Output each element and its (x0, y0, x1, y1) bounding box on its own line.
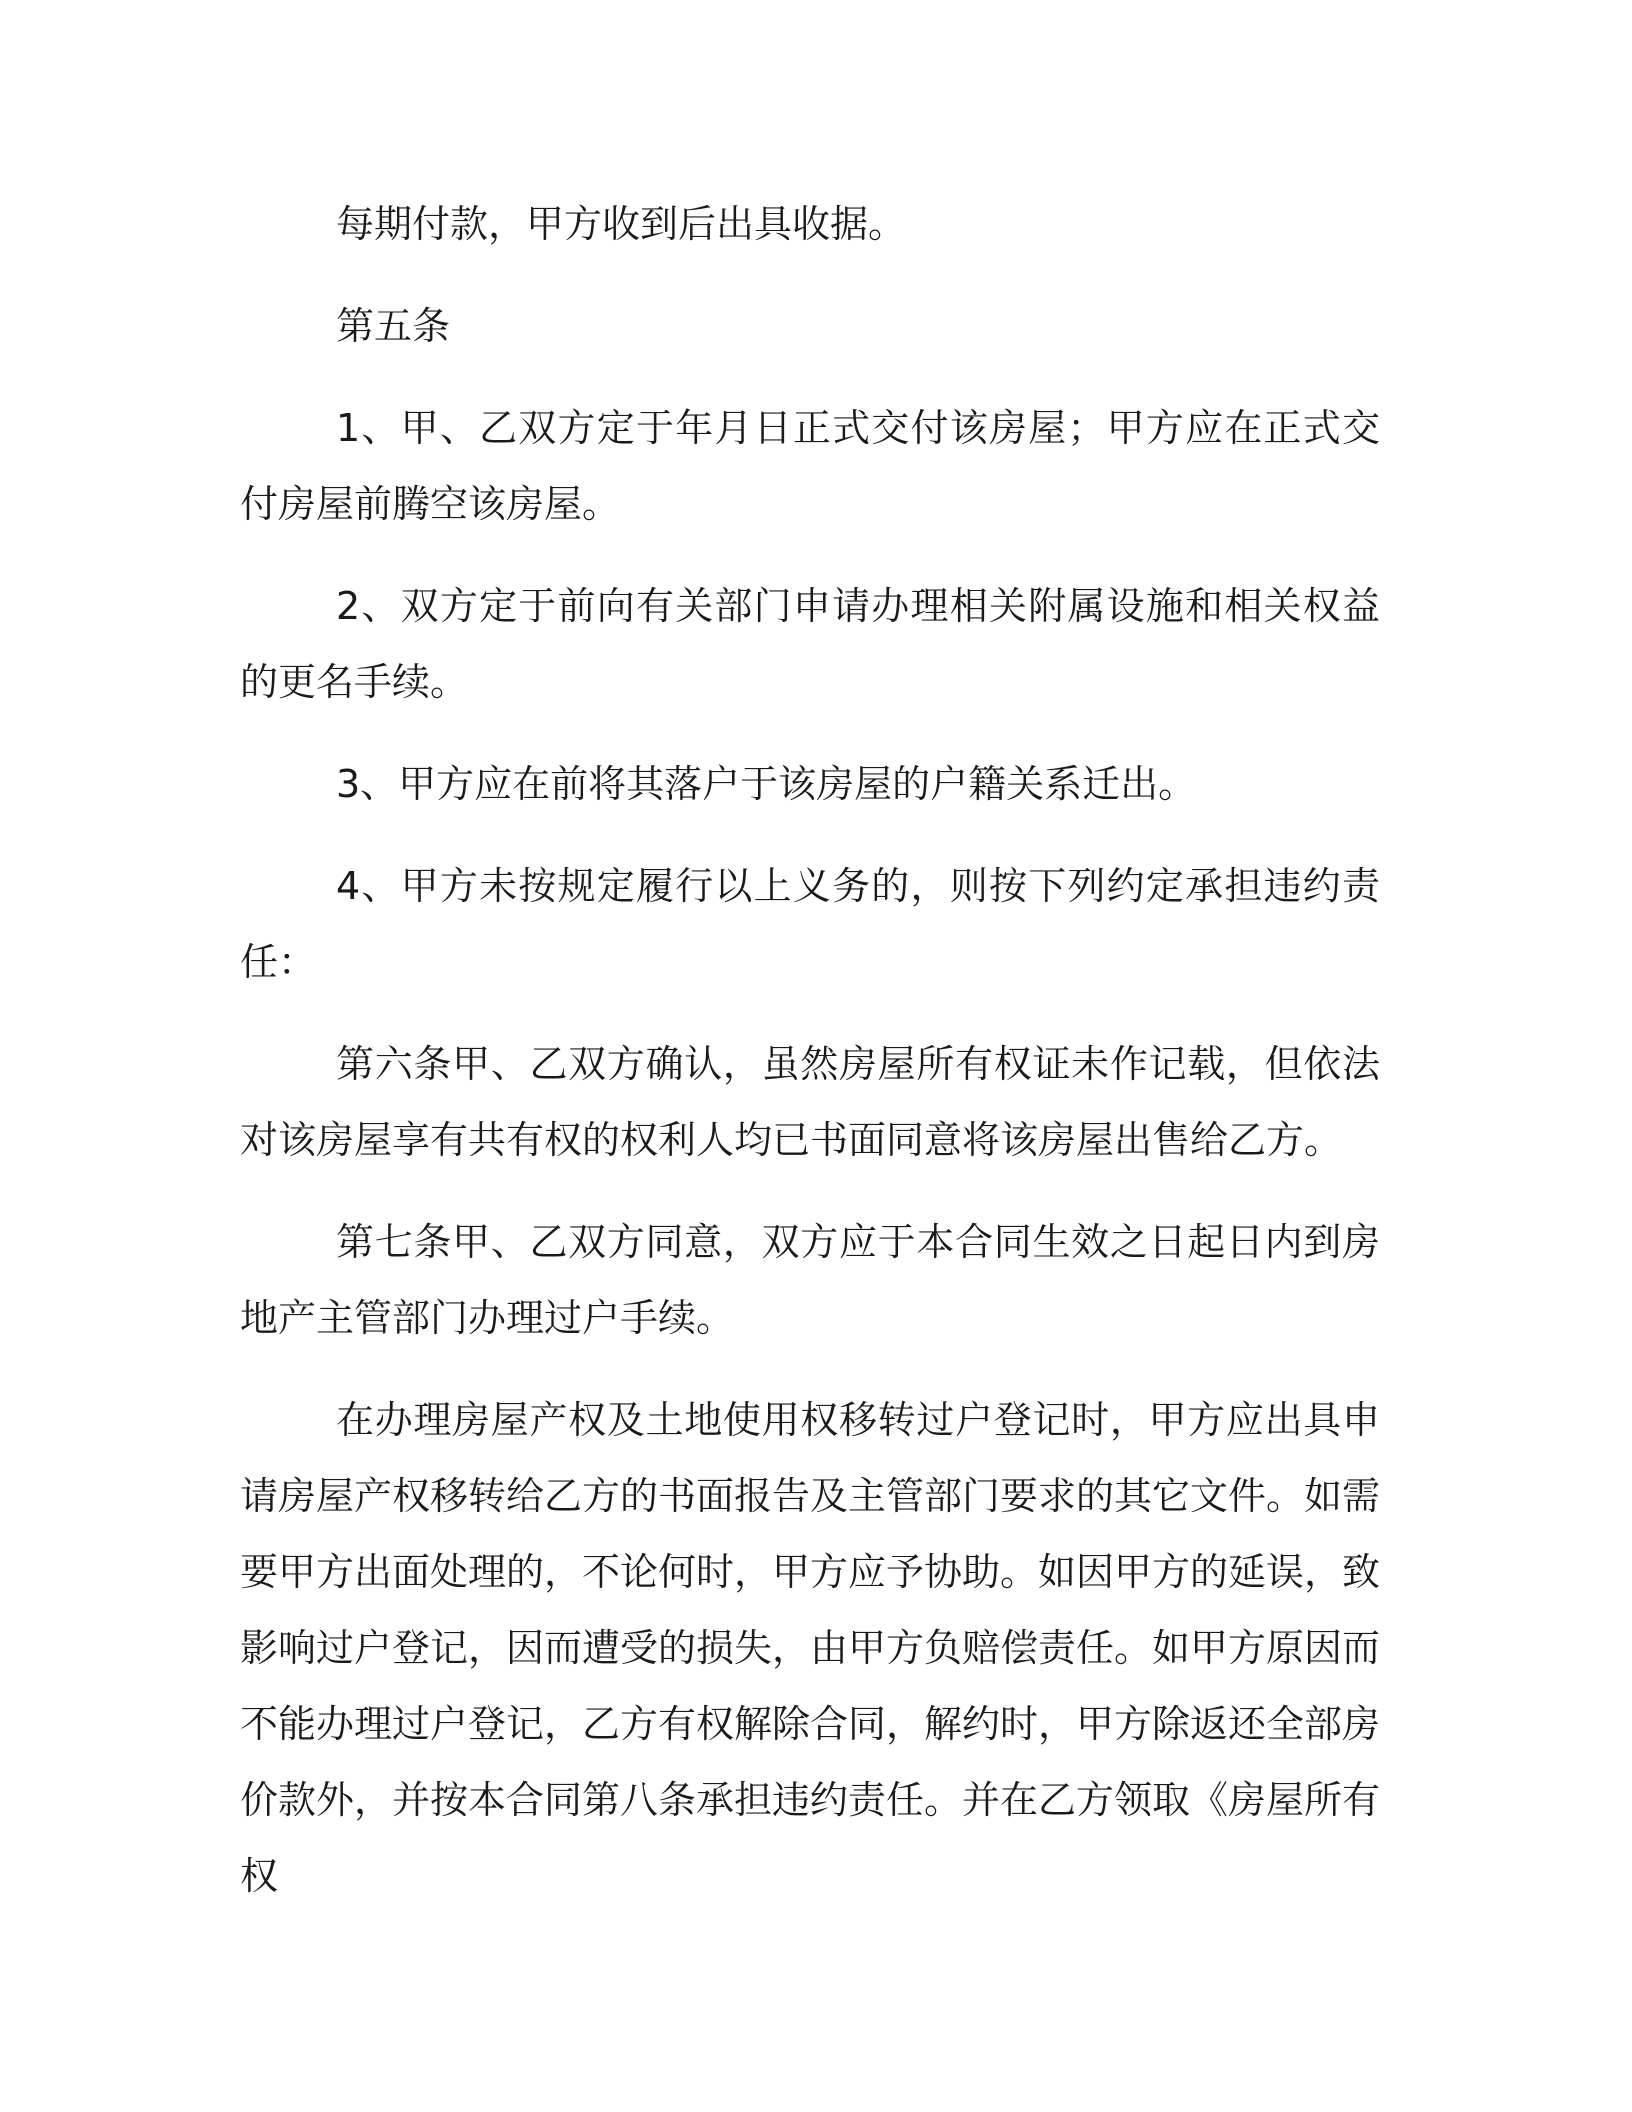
article-5-heading: 第五条 (336, 304, 451, 348)
article-5-clause-4: 4、甲方未按规定履行以上义务的，则按下列约定承担违约责任： (240, 864, 1380, 984)
article-5-clause-3: 3、甲方应在前将其落户于该房屋的户籍关系迁出。 (336, 762, 1197, 806)
paragraph-payment-receipt: 每期付款，甲方收到后出具收据。 (336, 202, 907, 246)
transfer-registration-paragraph: 在办理房屋产权及土地使用权移转过户登记时，甲方应出具申请房屋产权移转给乙方的书面报告及主管部门要求的其它文件。如需要甲方出面处理的，不论何时，甲方应予协助。如因甲方的延误，致影响过户登记，因而遭受的损失，由甲方负赔偿责任。如甲方原因而不能办理过户登记，乙方有权解除合同，解约时，甲方除返还全部房价款外，并按本合同第八条承担违约责任。并在乙方领取《房屋所有权 (240, 1398, 1381, 1898)
article-5-clause-1: 1、甲、乙双方定于年月日正式交付该房屋；甲方应在正式交付房屋前腾空该房屋。 (240, 406, 1380, 526)
document-body (240, 186, 1380, 1940)
article-6: 第六条甲、乙双方确认，虽然房屋所有权证未作记载，但依法对该房屋享有共有权的权利人均已书面同意将该房屋出售给乙方。 (240, 1042, 1380, 1162)
article-5-clause-2: 2、双方定于前向有关部门申请办理相关附属设施和相关权益的更名手续。 (240, 584, 1380, 704)
article-7: 第七条甲、乙双方同意，双方应于本合同生效之日起日内到房地产主管部门办理过户手续。 (240, 1220, 1380, 1340)
